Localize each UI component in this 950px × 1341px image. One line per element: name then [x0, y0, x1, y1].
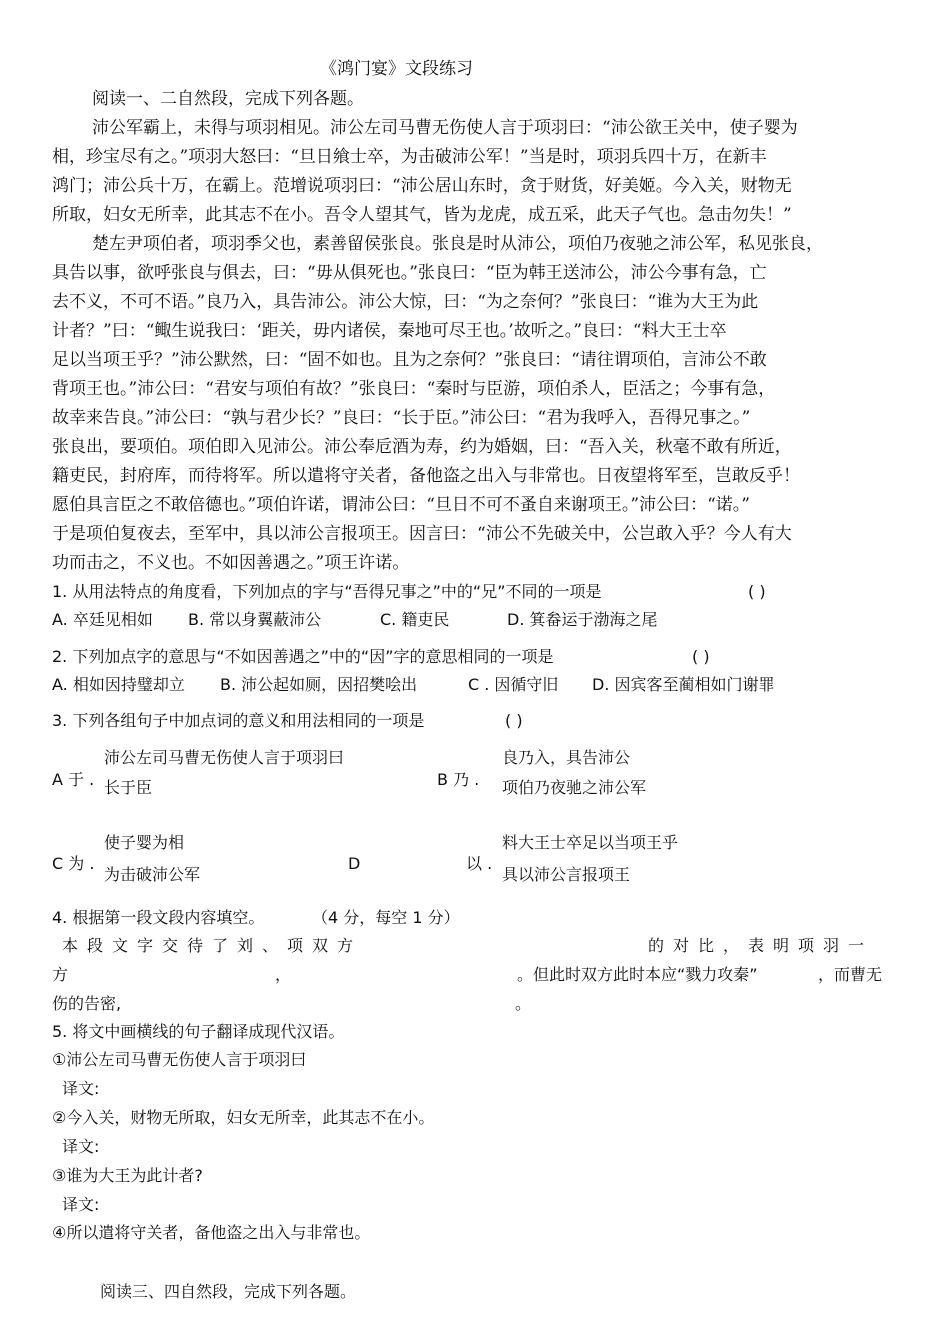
option-b-sentence: 良乃入，具告沛公: [502, 748, 631, 767]
option-a: A. 卒廷见相如: [52, 610, 153, 629]
question-5-stem: 5. 将文中画横线的句子翻译成现代汉语。: [52, 1022, 345, 1041]
option-d-label: D: [348, 854, 361, 873]
para2-line: 楚左尹项伯者，项羽季父也，素善留侯张良。张良是时从沛公，项伯乃夜驰之沛公军，私见张良，: [92, 234, 823, 254]
option-b-label: B 乃 .: [437, 770, 480, 789]
fill-text: 伤的告密,: [52, 994, 122, 1013]
option-b-sentence: 项伯乃夜驰之沛公军: [502, 778, 647, 797]
para2-line: 具告以事，欲呼张良与俱去，曰：“毋从俱死也。”张良曰：“臣为韩王送沛公，沛公今事有急，亡: [52, 263, 767, 283]
translation-label: 译文:: [62, 1137, 100, 1156]
page-title: 《鸿门宴》文段练习: [320, 59, 473, 79]
option-d-sentence: 具以沛公言报项王: [502, 865, 631, 884]
option-b: B. 常以身翼蔽沛公: [188, 610, 322, 629]
question-4-stem: 4. 根据第一段文段内容填空。: [52, 908, 265, 927]
fill-text: 的对比，表明项羽一: [648, 936, 874, 955]
translation-label: 译文:: [62, 1079, 100, 1098]
para1-line: 相，珍宝尽有之。”项羽大怒曰：“旦日飨士卒，为击破沛公军！”当是时，项羽兵四十万，在新丰: [52, 147, 767, 167]
question-1-stem: 1. 从用法特点的角度看，下列加点的字与“吾得兄事之”中的“兄”不同的一项是: [52, 582, 602, 601]
option-a-label: A 于 .: [52, 770, 95, 789]
question-3-stem: 3. 下列各组句子中加点词的意义和用法相同的一项是: [52, 711, 425, 730]
section-intro: 阅读三、四自然段，完成下列各题。: [100, 1282, 357, 1301]
fill-text: 方: [52, 965, 69, 984]
para1-line: 沛公军霸上，未得与项羽相见。沛公左司马曹无伤使人言于项羽曰：“沛公欲王关中，使子婴为: [92, 118, 798, 138]
option-a-sentence: 长于臣: [104, 778, 153, 797]
option-c: C . 因循守旧: [468, 675, 559, 694]
answer-paren: ( ): [505, 711, 523, 730]
para2-line: 足以当项王乎？”沛公默然，曰：“固不如也。且为之奈何？”张良曰：“请往谓项伯，言沛公不敢: [52, 350, 767, 370]
sentence-3: ③谁为大王为此计者?: [52, 1166, 203, 1185]
translation-label: 译文:: [62, 1195, 100, 1214]
fill-text: 。但此时双方此时本应“戮力攻秦”: [517, 965, 758, 984]
option-c-sentence: 使子婴为相: [104, 833, 185, 852]
para1-line: 鸿门；沛公兵十万，在霸上。范增说项羽曰：“沛公居山东时，贪于财货，好美姬。今入关，财物无: [52, 176, 792, 196]
fill-text: 本段文字交待了刘、项双方: [62, 936, 363, 955]
answer-paren: ( ): [748, 582, 766, 601]
sentence-2: ②今入关，财物无所取，妇女无所幸，此其志不在小。: [52, 1108, 435, 1127]
question-4-score: （4 分，每空 1 分）: [312, 908, 460, 927]
para2-line: 功而击之，不义也。不如因善遇之。”项王许诺。: [52, 553, 410, 573]
option-d-sentence: 料大王士卒足以当项王乎: [502, 833, 679, 852]
option-a-sentence: 沛公左司马曹无伤使人言于项羽曰: [104, 748, 345, 767]
para2-line: 背项王也。”沛公曰：“君安与项伯有故？”张良曰：“秦时与臣游，项伯杀人，臣活之；今事有急，: [52, 379, 776, 399]
fill-text: ，而曹无: [818, 965, 883, 984]
sentence-4: ④所以遣将守关者，备他盗之出入与非常也。: [52, 1223, 371, 1242]
fill-text: ，: [275, 965, 292, 984]
option-b: B. 沛公起如厕，因招樊哙出: [220, 675, 418, 694]
answer-paren: ( ): [692, 647, 710, 666]
option-a: A. 相如因持璧却立: [52, 675, 185, 694]
para2-line: 故幸来告良。”沛公曰：“孰与君少长？”良曰：“长于臣。”沛公曰：“君为我呼入，吾得兄事之。”: [52, 408, 751, 428]
para1-line: 所取，妇女无所幸，此其志不在小。吾令人望其气，皆为龙虎，成五采，此天子气也。急击勿失！”: [52, 205, 792, 225]
question-2-stem: 2. 下列加点字的意思与“不如因善遇之”中的“因”字的意思相同的一项是: [52, 647, 554, 666]
para2-line: 去不义，不可不语。”良乃入，具告沛公。沛公大惊，曰：“为之奈何？”张良曰：“谁为大王为此: [52, 292, 759, 312]
option-c-sentence: 为击破沛公军: [104, 865, 201, 884]
sentence-1: ①沛公左司马曹无伤使人言于项羽曰: [52, 1050, 307, 1069]
option-c-label: C 为 .: [52, 854, 95, 873]
option-c: C. 籍吏民: [380, 610, 450, 629]
para2-line: 于是项伯复夜去，至军中，具以沛公言报项王。因言曰：“沛公不先破关中，公岂敢入乎？今人有大: [52, 524, 792, 544]
para2-line: 愿伯具言臣之不敢倍德也。”项伯许诺，谓沛公曰：“旦日不可不蚤自来谢项王。”沛公曰：“诺。”: [52, 495, 750, 515]
para2-line: 计者？”曰：“鲰生说我曰：‘距关，毋内诸侯，秦地可尽王也。’故听之。”良曰：“料大王士卒: [52, 321, 727, 341]
para2-line: 籍吏民，封府库，而待将军。所以遣将守关者，备他盗之出入与非常也。日夜望将军至，岂敢反乎！: [52, 466, 800, 486]
fill-text: 。: [515, 994, 532, 1013]
section-intro: 阅读一、二自然段，完成下列各题。: [92, 89, 364, 109]
para2-line: 张良出，要项伯。项伯即入见沛公。沛公奉卮酒为寿，约为婚姻，曰：“吾入关，秋毫不敢有所近，: [52, 437, 792, 457]
option-d: D. 箕畚运于渤海之尾: [507, 610, 658, 629]
option-d-word: 以 .: [466, 854, 493, 873]
option-d: D. 因宾客至蔺相如门谢罪: [592, 675, 775, 694]
